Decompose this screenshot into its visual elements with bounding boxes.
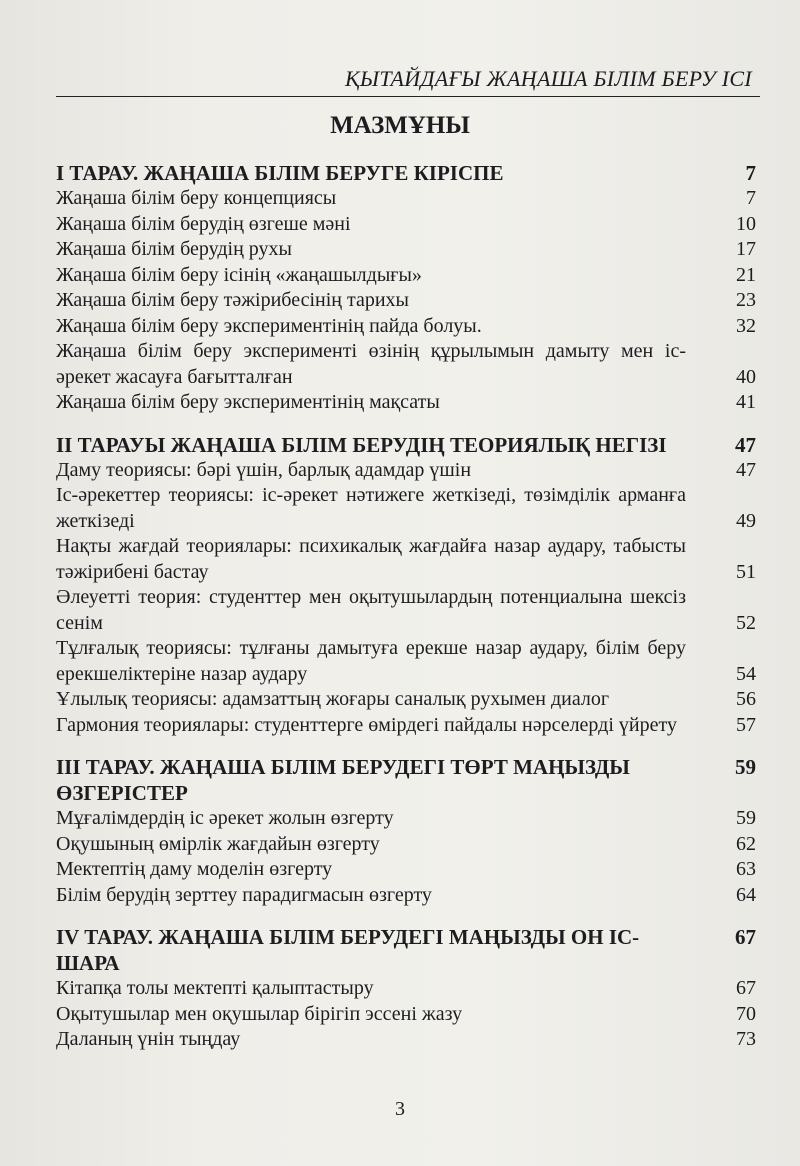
entry-page: 52 bbox=[736, 611, 756, 634]
toc-entry bbox=[56, 339, 756, 390]
entry-title: Ұлылық теориясы: адамзаттың жоғары саналық рухымен диалог bbox=[56, 688, 610, 710]
toc-entry bbox=[56, 288, 756, 314]
toc-entry bbox=[56, 186, 756, 212]
entry-title: Жаңаша білім беру концепциясы bbox=[56, 187, 337, 209]
entry-page: 40 bbox=[736, 365, 756, 388]
toc-entry bbox=[56, 1002, 756, 1028]
toc-entry bbox=[56, 483, 756, 534]
entry-page: 17 bbox=[736, 238, 756, 260]
entry-title: Оқушының өмірлік жағдайын өзгерту bbox=[56, 832, 380, 855]
entry-page: 41 bbox=[736, 391, 756, 413]
toc-entry bbox=[56, 687, 756, 713]
toc-section bbox=[56, 924, 756, 1053]
entry-title: Жаңаша білім беру тәжірибесінің тарихы bbox=[56, 289, 409, 311]
chapter-heading bbox=[56, 754, 756, 806]
entry-title: Іс-әрекеттер теориясы: іс-әрекет нәтижеге жеткізеді, төзімділік арманға жеткізеді bbox=[56, 484, 686, 532]
section-spacer bbox=[56, 908, 756, 924]
toc-entry bbox=[56, 1027, 756, 1053]
toc-entry bbox=[56, 534, 756, 585]
toc-section bbox=[56, 432, 756, 739]
entry-page: 7 bbox=[746, 187, 756, 209]
entry-page: 62 bbox=[736, 832, 756, 855]
chapter-title: I ТАРАУ. ЖАҢАША БІЛІМ БЕРУГЕ КІРІСПЕ bbox=[56, 161, 504, 185]
entry-page: 10 bbox=[736, 212, 756, 235]
entry-title: Әлеуетті теория: студенттер мен оқытушылардың потенциалына шексіз сенім bbox=[56, 586, 686, 634]
section-spacer bbox=[56, 416, 756, 432]
entry-page: 70 bbox=[736, 1002, 756, 1025]
entry-page: 63 bbox=[736, 858, 756, 880]
entry-page: 59 bbox=[736, 807, 756, 829]
entry-title: Гармония теориялары: студенттерге өмірдегі пайдалы нәрселерді үйрету bbox=[56, 713, 677, 736]
toc-entry bbox=[56, 390, 756, 416]
entry-page: 56 bbox=[736, 688, 756, 710]
entry-title: Жаңаша білім беру экспериментінің мақсаты bbox=[56, 391, 440, 413]
toc-entry bbox=[56, 237, 756, 263]
entry-title: Жаңаша білім беру ісінің «жаңашылдығы» bbox=[56, 263, 422, 286]
entry-title: Оқытушылар мен оқушылар бірігіп эссені жазу bbox=[56, 1002, 463, 1025]
chapter-title: II ТАРАУЫ ЖАҢАША БІЛІМ БЕРУДІҢ ТЕОРИЯЛЫҚ НЕГІЗІ bbox=[56, 432, 667, 457]
header-rule bbox=[56, 96, 760, 97]
toc-entry bbox=[56, 857, 756, 883]
entry-title: Жаңаша білім берудің рухы bbox=[56, 238, 292, 260]
toc-section bbox=[56, 754, 756, 908]
chapter-page: 7 bbox=[745, 161, 756, 185]
toc-section bbox=[56, 160, 756, 416]
toc-entry bbox=[56, 806, 756, 832]
chapter-page: 59 bbox=[735, 755, 756, 779]
entry-title: Кітапқа толы мектепті қалыптастыру bbox=[56, 977, 374, 999]
entry-page: 23 bbox=[736, 289, 756, 311]
entry-page: 54 bbox=[736, 662, 756, 685]
toc-entry bbox=[56, 585, 756, 636]
chapter-page: 67 bbox=[735, 925, 756, 949]
chapter-heading bbox=[56, 924, 756, 976]
toc-title: МАЗМҰНЫ bbox=[330, 112, 470, 139]
table-of-contents bbox=[56, 160, 756, 1053]
entry-title: Мектептің даму моделін өзгерту bbox=[56, 858, 333, 880]
running-head: ҚЫТАЙДАҒЫ ЖАҢАША БІЛІМ БЕРУ ІСІ bbox=[345, 66, 752, 91]
chapter-title: III ТАРАУ. ЖАҢАША БІЛІМ БЕРУДЕГІ ТӨРТ МАҢЫЗДЫ ӨЗГЕРІСТЕР bbox=[56, 755, 630, 805]
entry-title: Даланың үнін тыңдау bbox=[56, 1028, 241, 1050]
entry-title: Жаңаша білім берудің өзгеше мәні bbox=[56, 212, 351, 235]
section-spacer bbox=[56, 738, 756, 754]
toc-entry bbox=[56, 314, 756, 340]
toc-entry bbox=[56, 636, 756, 687]
entry-page: 21 bbox=[736, 263, 756, 286]
entry-page: 47 bbox=[736, 458, 756, 481]
entry-title: Жаңаша білім беру эксперименті өзінің құрылымын дамыту мен іс-әрекет жасауға бағытталған bbox=[56, 340, 686, 388]
chapter-page: 47 bbox=[735, 432, 756, 457]
entry-title: Даму теориясы: бәрі үшін, барлық адамдар үшін bbox=[56, 458, 472, 481]
toc-entry bbox=[56, 458, 756, 484]
toc-entry bbox=[56, 976, 756, 1002]
toc-entry bbox=[56, 263, 756, 289]
entry-page: 32 bbox=[736, 314, 756, 337]
entry-page: 51 bbox=[736, 560, 756, 583]
entry-page: 64 bbox=[736, 883, 756, 906]
chapter-title: IV ТАРАУ. ЖАҢАША БІЛІМ БЕРУДЕГІ МАҢЫЗДЫ ОН ІС-ШАРА bbox=[56, 925, 640, 975]
chapter-heading bbox=[56, 432, 756, 458]
toc-entry bbox=[56, 832, 756, 858]
page-number: 3 bbox=[395, 1098, 405, 1120]
entry-title: Білім берудің зерттеу парадигмасын өзгерту bbox=[56, 883, 432, 906]
entry-page: 49 bbox=[736, 509, 756, 532]
chapter-heading bbox=[56, 160, 756, 186]
entry-title: Нақты жағдай теориялары: психикалық жағдайға назар аудару, табысты тәжірибені бастау bbox=[56, 535, 686, 583]
entry-title: Тұлғалық теориясы: тұлғаны дамытуға ерекше назар аудару, білім беру ерекшеліктеріне назар аудару bbox=[56, 637, 686, 685]
entry-page: 73 bbox=[736, 1028, 756, 1050]
entry-page: 57 bbox=[736, 713, 756, 736]
entry-title: Мұғалімдердің іс әрекет жолын өзгерту bbox=[56, 807, 394, 829]
entry-title: Жаңаша білім беру экспериментінің пайда болуы. bbox=[56, 314, 482, 337]
toc-entry bbox=[56, 713, 756, 739]
toc-entry bbox=[56, 883, 756, 909]
toc-entry bbox=[56, 212, 756, 238]
entry-page: 67 bbox=[736, 977, 756, 999]
